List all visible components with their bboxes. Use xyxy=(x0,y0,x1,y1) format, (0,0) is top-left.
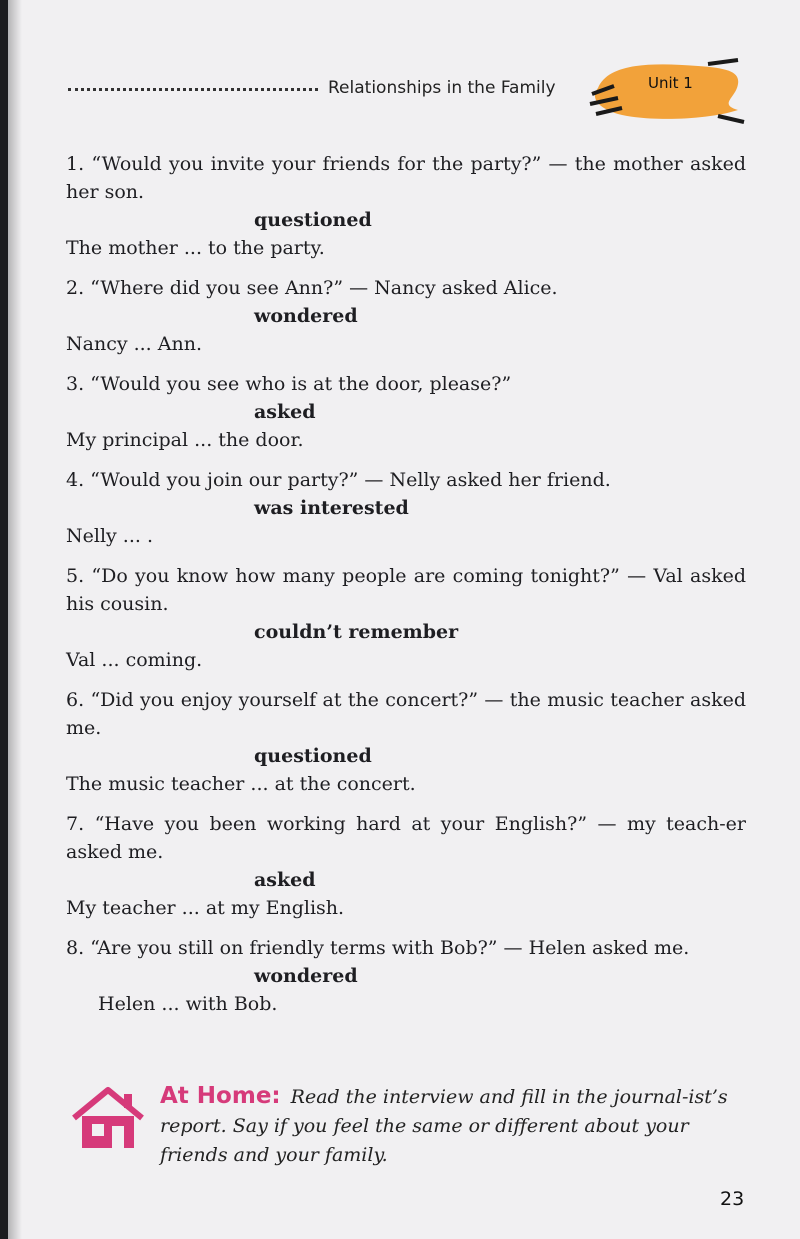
answer-prompt: Nancy ... Ann. xyxy=(66,333,202,355)
at-home-label: At Home: xyxy=(160,1083,281,1109)
keyword: wondered xyxy=(254,305,358,327)
answer-prompt: The mother ... to the party. xyxy=(66,237,325,259)
answer-prompt: My teacher ... at my English. xyxy=(66,897,345,919)
question: 2. “Where did you see Ann?” — Nancy asked Alice. xyxy=(66,277,558,299)
question: 3. “Would you see who is at the door, please?” xyxy=(66,373,512,395)
house-icon xyxy=(70,1086,146,1152)
dotted-leader xyxy=(68,88,318,91)
keyword: asked xyxy=(254,401,316,423)
keyword: wondered xyxy=(254,965,358,987)
unit-badge xyxy=(588,58,748,128)
exercise-item-5 xyxy=(66,562,746,674)
keyword: couldn’t remember xyxy=(254,621,459,643)
keyword: questioned xyxy=(254,209,372,231)
question: 7. “Have you been working hard at your English?” — my teach-er asked me. xyxy=(66,813,746,863)
exercise-item-6 xyxy=(66,686,746,798)
spine-shadow xyxy=(8,0,22,1239)
exercise-item-4 xyxy=(66,466,746,550)
question: 5. “Do you know how many people are coming tonight?” — Val asked his cousin. xyxy=(66,565,746,615)
exercise-item-8 xyxy=(66,934,746,1018)
answer-prompt: The music teacher ... at the concert. xyxy=(66,773,416,795)
answer-prompt: Nelly ... . xyxy=(66,525,153,547)
exercise-item-1 xyxy=(66,150,746,262)
exercise-item-3 xyxy=(66,370,746,454)
exercise-list xyxy=(66,150,746,1030)
textbook-page xyxy=(8,0,800,1239)
question: 1. “Would you invite your friends for the party?” — the mother asked her son. xyxy=(66,153,746,203)
answer-prompt: My principal ... the door. xyxy=(66,429,304,451)
at-home-task xyxy=(70,1082,746,1182)
page-header xyxy=(68,70,748,120)
keyword: asked xyxy=(254,869,316,891)
keyword: questioned xyxy=(254,745,372,767)
chapter-title: Relationships in the Family xyxy=(328,78,556,98)
question: 8. “Are you still on friendly terms with Bob?” — Helen asked me. xyxy=(66,937,690,959)
exercise-item-2 xyxy=(66,274,746,358)
page-number: 23 xyxy=(720,1188,745,1210)
unit-label: Unit 1 xyxy=(648,74,693,92)
exercise-item-7 xyxy=(66,810,746,922)
question: 4. “Would you join our party?” — Nelly asked her friend. xyxy=(66,469,611,491)
answer-prompt: Helen ... with Bob. xyxy=(98,993,278,1015)
at-home-text xyxy=(160,1082,744,1170)
answer-prompt: Val ... coming. xyxy=(66,649,203,671)
question: 6. “Did you enjoy yourself at the concert?” — the music teacher asked me. xyxy=(66,689,746,739)
at-home-instructions: Read the interview and fill in the journal-ist’s report. Say if you feel the same or different about your friends and your family. xyxy=(160,1086,728,1166)
keyword: was interested xyxy=(254,497,409,519)
brush-stroke-icon xyxy=(588,58,748,128)
